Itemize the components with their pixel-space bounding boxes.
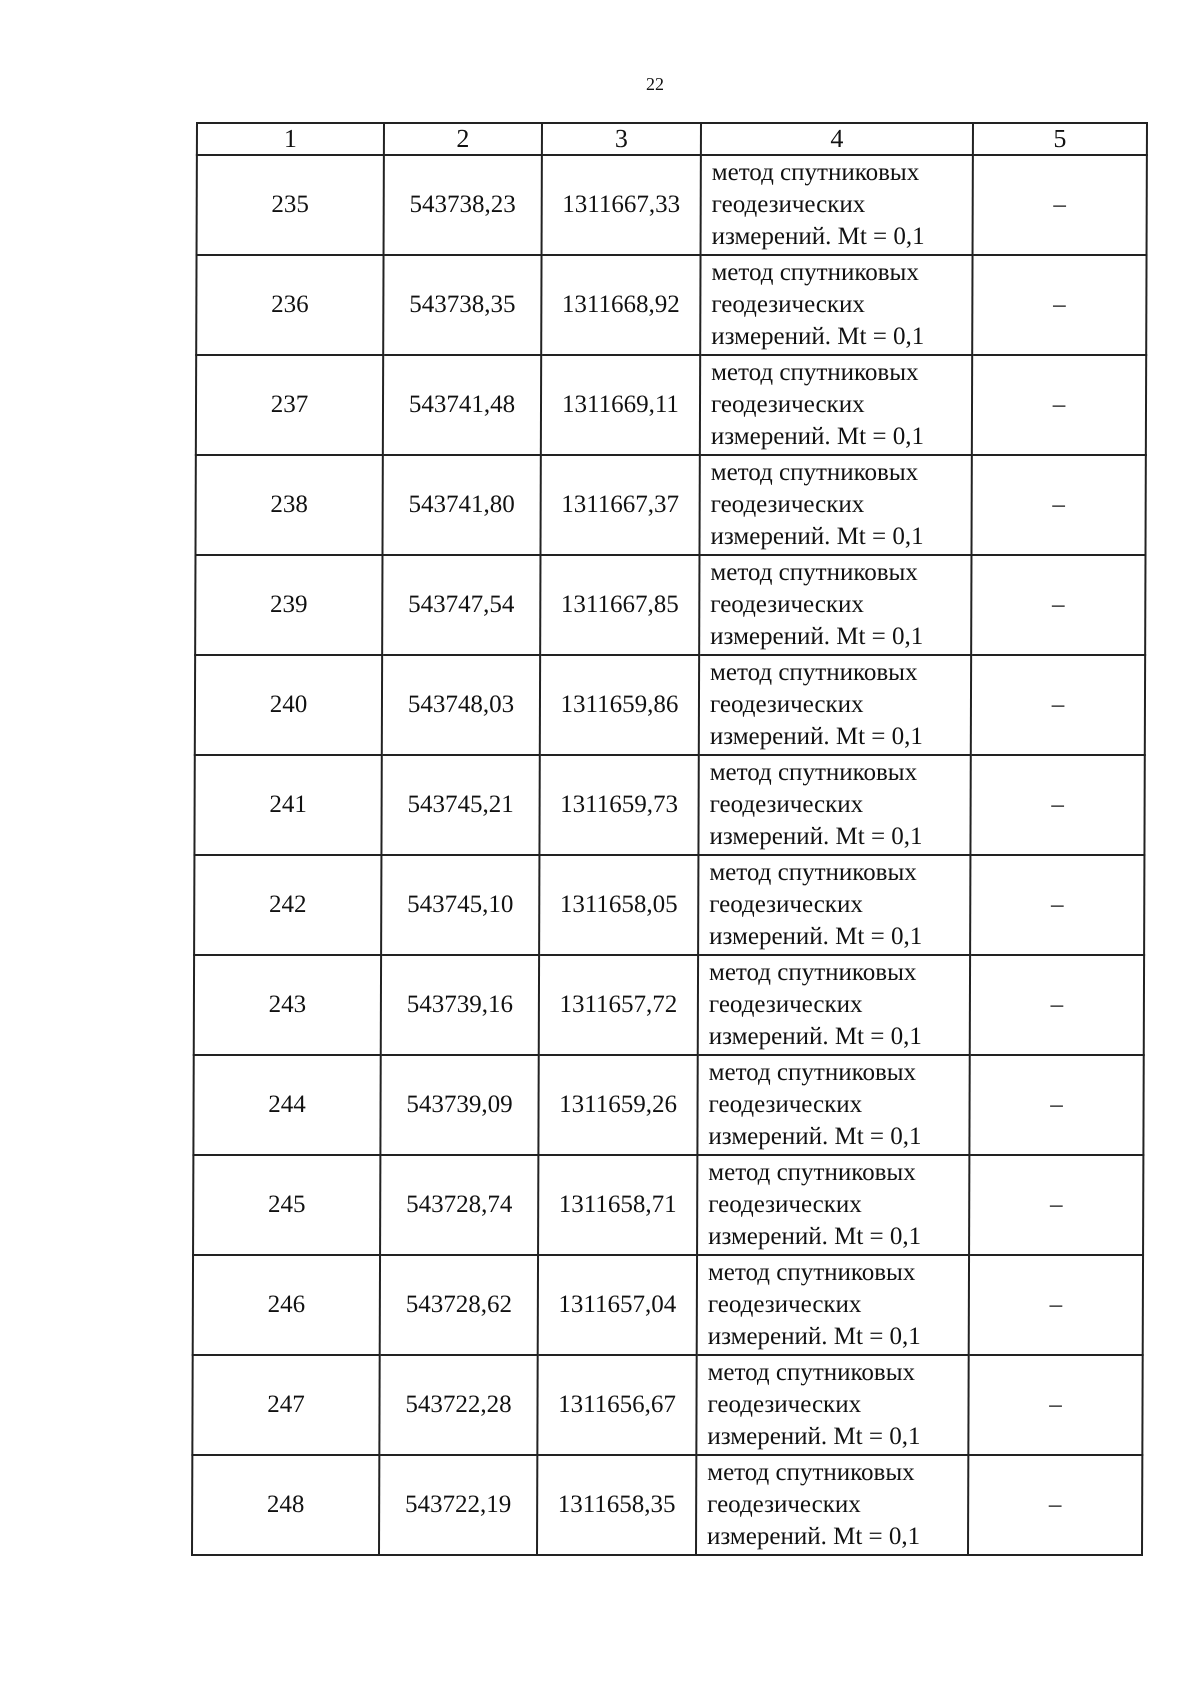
note-cell: –	[973, 155, 1147, 255]
table-header	[197, 123, 1147, 155]
point-number-cell: 247	[192, 1355, 379, 1455]
method-cell	[697, 1055, 969, 1155]
method-cell	[700, 255, 972, 355]
y-coordinate-cell: 1311659,26	[538, 1055, 697, 1155]
method-line: геодезических	[709, 791, 864, 818]
y-coordinate-cell: 1311658,71	[538, 1155, 697, 1255]
note-cell: –	[971, 655, 1145, 755]
x-coordinate-cell: 543745,10	[381, 855, 539, 955]
method-line: измерений. Mt = 0,1	[711, 223, 925, 250]
method-line: геодезических	[709, 691, 864, 718]
table-row	[193, 1255, 1143, 1355]
method-line: геодезических	[707, 1291, 862, 1318]
y-coordinate-cell: 1311658,05	[539, 855, 698, 955]
method-line: геодезических	[709, 891, 863, 918]
point-number-cell: 236	[196, 255, 383, 355]
method-cell	[697, 1155, 969, 1255]
y-coordinate-cell: 1311659,73	[539, 755, 698, 855]
note-cell: –	[971, 455, 1145, 555]
point-number-cell: 240	[195, 655, 382, 755]
method-line: геодезических	[711, 291, 866, 318]
note-cell: –	[972, 355, 1146, 455]
x-coordinate-cell: 543745,21	[381, 755, 539, 855]
method-line: геодезических	[711, 191, 866, 218]
method-line: метод спутниковых	[708, 1059, 917, 1086]
note-cell: –	[972, 255, 1146, 355]
x-coordinate-cell: 543748,03	[382, 655, 540, 755]
method-line: геодезических	[707, 1391, 862, 1418]
method-line: метод спутниковых	[711, 159, 920, 186]
x-coordinate-cell: 543741,80	[382, 455, 540, 555]
method-line: измерений. Mt = 0,1	[707, 1523, 921, 1550]
method-cell	[698, 855, 970, 955]
note-cell: –	[968, 1355, 1142, 1455]
note-cell: –	[971, 555, 1145, 655]
method-line: метод спутниковых	[711, 259, 919, 286]
column-header-1: 1	[197, 123, 384, 155]
method-cell	[700, 355, 972, 455]
table-row	[192, 1455, 1142, 1555]
method-cell	[698, 955, 970, 1055]
method-line: измерений. Mt = 0,1	[710, 623, 924, 650]
method-line: геодезических	[707, 1491, 861, 1518]
note-cell: –	[969, 1255, 1143, 1355]
method-line: измерений. Mt = 0,1	[709, 823, 923, 850]
method-line: геодезических	[708, 1191, 862, 1218]
y-coordinate-cell: 1311669,11	[541, 355, 700, 455]
x-coordinate-cell: 543739,09	[380, 1055, 538, 1155]
method-cell	[696, 1355, 968, 1455]
note-cell: –	[970, 755, 1144, 855]
point-number-cell: 245	[193, 1155, 380, 1255]
method-line: измерений. Mt = 0,1	[708, 1023, 922, 1050]
x-coordinate-cell: 543722,28	[379, 1355, 537, 1455]
x-coordinate-cell: 543738,35	[383, 255, 541, 355]
method-line: метод спутниковых	[710, 459, 919, 486]
note-cell: –	[969, 1055, 1143, 1155]
table-row	[194, 755, 1144, 855]
note-cell: –	[970, 955, 1144, 1055]
point-number-cell: 237	[196, 355, 383, 455]
y-coordinate-cell: 1311656,67	[537, 1355, 696, 1455]
method-line: измерений. Mt = 0,1	[708, 1123, 922, 1150]
point-number-cell: 235	[197, 155, 384, 255]
method-line: геодезических	[710, 491, 865, 518]
method-line: метод спутниковых	[707, 1259, 916, 1286]
table-row	[193, 1155, 1143, 1255]
method-line: метод спутниковых	[710, 559, 918, 586]
table-body	[192, 155, 1147, 1555]
table-row	[194, 855, 1144, 955]
method-cell	[699, 655, 971, 755]
method-cell	[701, 155, 973, 255]
table-row	[193, 1055, 1143, 1155]
point-number-cell: 241	[194, 755, 381, 855]
page-number: 22	[646, 74, 664, 94]
method-line: геодезических	[708, 991, 863, 1018]
method-line: метод спутниковых	[710, 659, 918, 686]
column-header-5: 5	[973, 123, 1147, 155]
y-coordinate-cell: 1311659,86	[540, 655, 699, 755]
method-line: измерений. Mt = 0,1	[710, 423, 925, 450]
method-line: измерений. Mt = 0,1	[711, 323, 925, 350]
y-coordinate-cell: 1311667,37	[540, 455, 699, 555]
table-row	[194, 955, 1144, 1055]
note-cell: –	[968, 1455, 1142, 1555]
point-number-cell: 246	[193, 1255, 380, 1355]
y-coordinate-cell: 1311667,33	[542, 155, 701, 255]
point-number-cell: 238	[195, 455, 382, 555]
column-header-4: 4	[701, 123, 973, 155]
method-line: геодезических	[708, 1091, 863, 1118]
table-row	[195, 455, 1145, 555]
method-line: измерений. Mt = 0,1	[707, 1323, 921, 1350]
method-line: геодезических	[710, 591, 864, 618]
method-cell	[696, 1455, 968, 1555]
point-number-cell: 242	[194, 855, 381, 955]
note-cell: –	[970, 855, 1144, 955]
method-cell	[699, 455, 971, 555]
x-coordinate-cell: 543741,48	[383, 355, 541, 455]
table-row	[192, 1355, 1142, 1455]
method-line: метод спутниковых	[708, 959, 917, 986]
y-coordinate-cell: 1311658,35	[537, 1455, 696, 1555]
method-line: метод спутниковых	[709, 859, 917, 886]
method-line: измерений. Mt = 0,1	[707, 1423, 921, 1450]
table-row	[195, 555, 1145, 655]
method-line: измерений. Mt = 0,1	[708, 1223, 922, 1250]
x-coordinate-cell: 543722,19	[379, 1455, 537, 1555]
method-line: измерений. Mt = 0,1	[709, 723, 923, 750]
point-number-cell: 248	[192, 1455, 379, 1555]
table-row	[196, 355, 1146, 455]
point-number-cell: 239	[195, 555, 382, 655]
table-row	[196, 255, 1146, 355]
column-header-3: 3	[542, 123, 701, 155]
x-coordinate-cell: 543728,62	[380, 1255, 538, 1355]
method-line: геодезических	[710, 391, 865, 418]
note-cell: –	[969, 1155, 1143, 1255]
point-number-cell: 243	[194, 955, 381, 1055]
method-line: метод спутниковых	[708, 1159, 916, 1186]
header-row	[197, 123, 1147, 155]
x-coordinate-cell: 543728,74	[380, 1155, 538, 1255]
method-cell	[697, 1255, 969, 1355]
method-line: метод спутниковых	[707, 1359, 916, 1386]
y-coordinate-cell: 1311657,72	[539, 955, 698, 1055]
y-coordinate-cell: 1311667,85	[540, 555, 699, 655]
point-number-cell: 244	[193, 1055, 380, 1155]
method-line: измерений. Mt = 0,1	[709, 923, 923, 950]
method-line: метод спутниковых	[707, 1459, 915, 1486]
method-line: измерений. Mt = 0,1	[710, 523, 924, 550]
method-cell	[699, 555, 971, 655]
x-coordinate-cell: 543739,16	[381, 955, 539, 1055]
column-header-2: 2	[384, 123, 542, 155]
coordinates-table	[191, 122, 1148, 1556]
x-coordinate-cell: 543747,54	[382, 555, 540, 655]
y-coordinate-cell: 1311668,92	[541, 255, 700, 355]
table-row	[195, 655, 1145, 755]
x-coordinate-cell: 543738,23	[384, 155, 542, 255]
method-line: метод спутниковых	[711, 359, 919, 386]
table-row	[197, 155, 1147, 255]
method-line: метод спутниковых	[709, 759, 918, 786]
method-cell	[698, 755, 970, 855]
y-coordinate-cell: 1311657,04	[538, 1255, 697, 1355]
